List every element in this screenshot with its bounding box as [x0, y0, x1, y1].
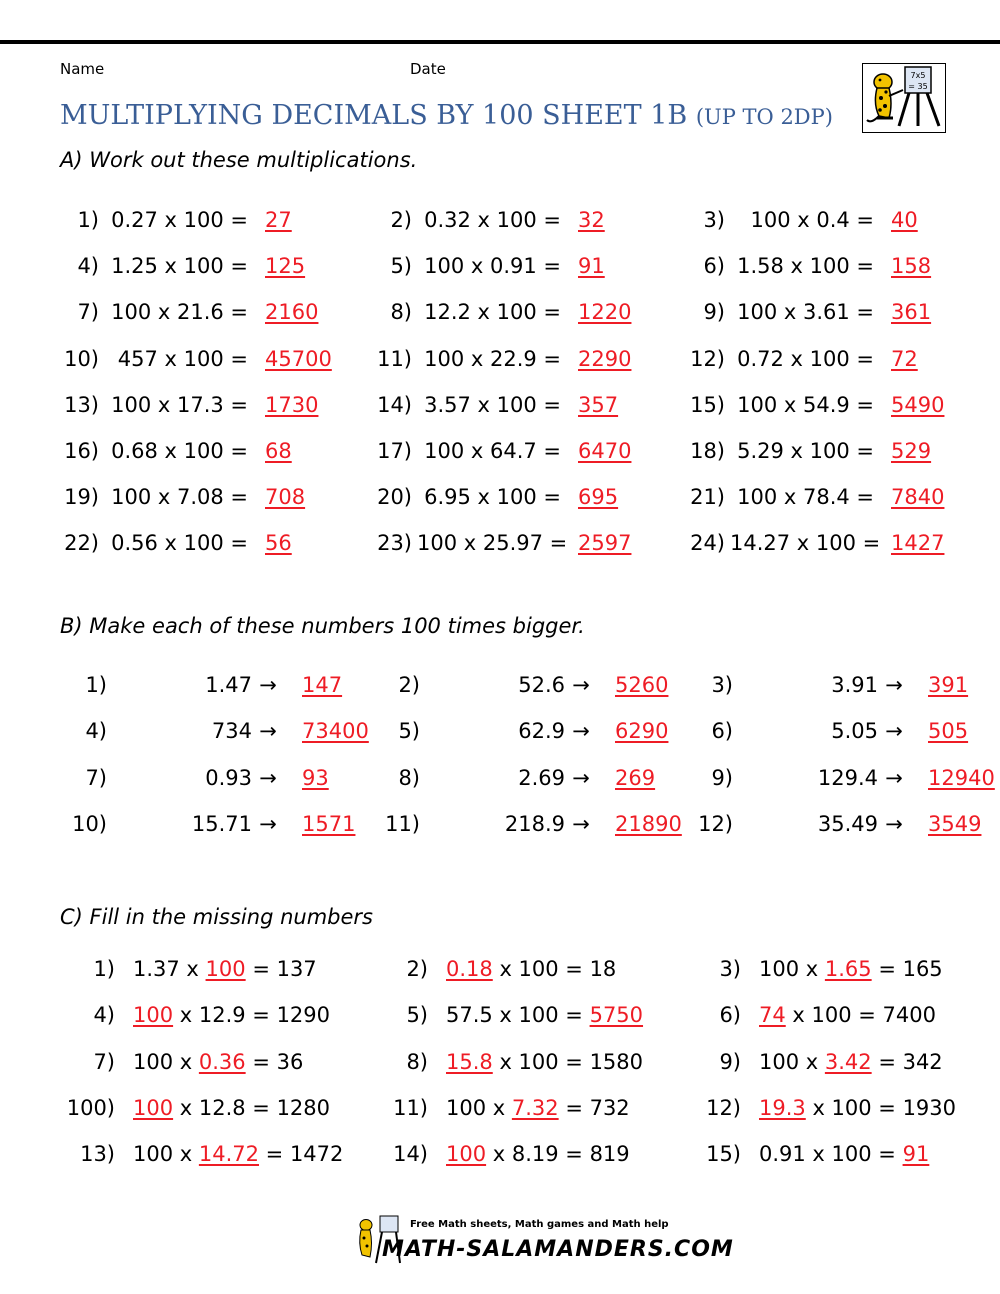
answer-value: 1427	[891, 531, 945, 556]
date-label: Date	[410, 60, 446, 78]
question-item	[686, 254, 986, 284]
question-equation	[759, 1003, 936, 1027]
question-number: 6)	[711, 719, 733, 744]
answer-value: 125	[265, 254, 306, 279]
question-equation	[759, 1096, 956, 1120]
footer-logo	[352, 1213, 734, 1267]
question-number: 23)	[377, 531, 412, 556]
question-number: 100)	[66, 1095, 115, 1120]
arrow-icon: →	[259, 811, 277, 836]
question-number: 24)	[690, 531, 725, 556]
arrow-icon: →	[572, 673, 590, 697]
question-number: 7)	[77, 300, 99, 325]
answer-value: 12940	[928, 765, 995, 790]
equation-text: 100 x	[446, 1095, 512, 1120]
question-item	[60, 719, 369, 749]
question-number: 5)	[406, 1003, 428, 1028]
answer-value: 56	[265, 531, 292, 556]
question-number: 3)	[703, 208, 725, 232]
question-item	[686, 673, 986, 703]
missing-number: 100	[205, 957, 246, 981]
question-number: 21)	[690, 485, 725, 510]
equation-text: = 342	[871, 1049, 943, 1074]
question-item	[60, 300, 360, 330]
missing-number: 0.36	[198, 1049, 246, 1074]
question-number: 4)	[93, 1003, 115, 1028]
question-number: 11)	[385, 811, 420, 836]
equation-text: x 12.9 = 1290	[173, 1003, 331, 1028]
question-expression: 0.68 x 100 =	[111, 439, 248, 463]
answer-value: 357	[578, 392, 619, 417]
equation-text: x 100 = 1580	[492, 1049, 644, 1074]
question-item	[373, 1096, 673, 1126]
question-item	[686, 957, 986, 987]
question-equation	[133, 1050, 303, 1074]
question-item	[686, 439, 986, 469]
question-expression: 100 x 0.4 =	[750, 208, 874, 232]
question-item	[60, 1003, 360, 1033]
footer-site: MATH-SALAMANDERS.COM	[382, 1237, 734, 1262]
question-number: 15)	[690, 392, 725, 417]
question-number: 2)	[390, 208, 412, 232]
question-number: 4)	[77, 254, 99, 279]
question-number: 6)	[719, 1003, 741, 1028]
answer-value: 1571	[302, 811, 356, 836]
question-item	[373, 719, 673, 749]
question-number: 5)	[398, 719, 420, 744]
answer-value: 73400	[302, 719, 369, 744]
question-value: 52.6	[518, 673, 565, 697]
answer-value: 72	[891, 346, 918, 371]
question-number: 8)	[390, 300, 412, 325]
answer-value: 3549	[928, 811, 982, 836]
question-number: 6)	[703, 254, 725, 279]
question-item	[373, 300, 673, 330]
arrow-icon: →	[885, 765, 903, 790]
question-number: 2)	[398, 673, 420, 697]
question-item	[373, 254, 673, 284]
question-item	[686, 1096, 986, 1126]
question-item	[60, 1050, 360, 1080]
equation-text: x 12.8 = 1280	[173, 1095, 331, 1120]
question-item	[686, 393, 986, 423]
question-expression: 100 x 25.97 =	[417, 531, 568, 556]
question-expression: 12.2 x 100 =	[424, 300, 561, 325]
missing-number: 7.32	[511, 1095, 559, 1120]
question-item	[60, 208, 360, 238]
answer-value: 361	[891, 300, 932, 325]
question-number: 15)	[706, 1142, 741, 1167]
question-item	[60, 766, 360, 796]
question-item	[373, 393, 673, 423]
question-item	[373, 811, 682, 842]
question-number: 13)	[64, 392, 99, 417]
question-number: 22)	[64, 531, 99, 556]
answer-value: 2597	[578, 531, 632, 556]
question-expression: 1.58 x 100 =	[737, 254, 874, 279]
question-equation	[133, 1096, 330, 1120]
question-expression: 100 x 0.91 =	[424, 254, 561, 279]
question-item	[686, 208, 986, 238]
question-expression: 100 x 54.9 =	[737, 392, 874, 417]
missing-number: 14.72	[198, 1142, 259, 1167]
board-text-top: 7x5	[910, 71, 926, 80]
answer-value: 505	[928, 719, 969, 744]
answer-value: 21890	[615, 811, 682, 836]
question-item	[373, 347, 673, 377]
question-item	[60, 485, 360, 515]
question-item	[60, 1096, 360, 1126]
arrow-icon: →	[572, 719, 590, 744]
question-equation	[133, 957, 317, 981]
missing-number: 74	[759, 1003, 786, 1028]
equation-text: = 165	[871, 957, 943, 981]
question-number: 14)	[377, 392, 412, 417]
equation-text: = 1472	[259, 1142, 344, 1167]
equation-text: 57.5 x 100 =	[446, 1003, 590, 1028]
answer-value: 68	[265, 439, 292, 463]
arrow-icon: →	[572, 765, 590, 790]
question-expression: 14.27 x 100 =	[730, 531, 881, 556]
equation-text: 0.91 x 100 =	[759, 1142, 903, 1167]
answer-value: 158	[891, 254, 932, 279]
question-item	[60, 347, 360, 377]
question-value: 0.93	[205, 765, 252, 790]
question-number: 11)	[393, 1095, 428, 1120]
question-item	[60, 1142, 360, 1172]
answer-value: 6290	[615, 719, 669, 744]
question-item	[373, 1003, 673, 1033]
question-number: 7)	[93, 1049, 115, 1074]
question-number: 7)	[85, 765, 107, 790]
name-label: Name	[60, 60, 105, 78]
answer-value: 6470	[578, 439, 632, 463]
board-text-bottom: = 35	[908, 82, 928, 91]
question-value: 129.4	[817, 765, 878, 790]
question-number: 12)	[698, 811, 733, 836]
answer-value: 93	[302, 765, 329, 790]
question-item	[60, 812, 360, 842]
question-item	[373, 957, 673, 987]
question-value: 15.71	[191, 811, 252, 836]
equation-text: 100 x	[133, 1142, 199, 1167]
question-number: 12)	[690, 346, 725, 371]
arrow-icon: →	[259, 765, 277, 790]
question-value: 1.47	[205, 673, 252, 697]
arrow-icon: →	[572, 811, 590, 836]
question-item	[686, 347, 986, 377]
question-number: 16)	[64, 439, 99, 463]
question-number: 13)	[80, 1142, 115, 1167]
question-item	[373, 439, 673, 469]
missing-number: 5750	[589, 1003, 644, 1028]
title-main: MULTIPLYING DECIMALS BY 100 SHEET 1B	[60, 100, 688, 131]
question-equation	[446, 1096, 630, 1120]
question-item	[373, 208, 673, 238]
equation-text: = 137	[245, 957, 317, 981]
title-suffix: (UP TO 2DP)	[695, 105, 833, 129]
question-expression: 100 x 21.6 =	[111, 300, 248, 325]
equation-text: = 732	[558, 1095, 630, 1120]
answer-value: 391	[928, 673, 969, 697]
question-item	[373, 1050, 673, 1080]
missing-number: 1.65	[824, 957, 872, 981]
equation-text: x 100 = 18	[492, 957, 617, 981]
question-equation	[446, 1050, 643, 1074]
question-number: 10)	[72, 811, 107, 836]
question-expression: 100 x 78.4 =	[737, 485, 874, 510]
answer-value: 5260	[615, 673, 669, 697]
missing-number: 15.8	[446, 1049, 493, 1074]
answer-value: 27	[265, 208, 292, 232]
question-number: 19)	[64, 485, 99, 510]
question-number: 3)	[711, 673, 733, 697]
question-number: 9)	[711, 765, 733, 790]
answer-value: 32	[578, 208, 605, 232]
equation-text: 100 x	[759, 1049, 825, 1074]
question-expression: 100 x 3.61 =	[737, 300, 874, 325]
answer-value: 7840	[891, 485, 945, 510]
answer-value: 708	[265, 485, 306, 510]
question-number: 8)	[398, 765, 420, 790]
answer-value: 91	[578, 254, 605, 279]
top-rule	[0, 40, 1000, 44]
equation-text: = 36	[245, 1049, 304, 1074]
missing-number: 0.18	[446, 957, 493, 981]
question-equation	[759, 957, 943, 981]
question-number: 2)	[406, 957, 428, 981]
equation-text: x 100 = 1930	[805, 1095, 957, 1120]
answer-value: 529	[891, 439, 932, 463]
question-number: 1)	[77, 208, 99, 232]
question-item	[60, 254, 360, 284]
question-number: 17)	[377, 439, 412, 463]
answer-value: 695	[578, 485, 619, 510]
question-number: 1)	[93, 957, 115, 981]
question-value: 218.9	[504, 811, 565, 836]
question-item	[686, 765, 995, 796]
question-item	[373, 485, 673, 515]
question-expression: 3.57 x 100 =	[424, 392, 561, 417]
arrow-icon: →	[885, 811, 903, 836]
question-expression: 100 x 64.7 =	[424, 439, 561, 463]
question-expression: 457 x 100 =	[117, 346, 248, 371]
salamander-logo	[862, 63, 946, 133]
question-expression: 6.95 x 100 =	[424, 485, 561, 510]
question-number: 4)	[85, 719, 107, 744]
answer-value: 1730	[265, 392, 319, 417]
question-value: 2.69	[518, 765, 565, 790]
section-a-title: A) Work out these multiplications.	[60, 148, 418, 172]
answer-value: 269	[615, 765, 656, 790]
arrow-icon: →	[885, 673, 903, 697]
missing-number: 100	[446, 1142, 487, 1167]
question-number: 9)	[719, 1049, 741, 1074]
question-expression: 0.72 x 100 =	[737, 346, 874, 371]
question-item	[60, 439, 360, 469]
question-expression: 0.27 x 100 =	[111, 208, 248, 232]
question-item	[60, 673, 360, 703]
question-number: 1)	[85, 673, 107, 697]
footer-tagline: Free Math sheets, Math games and Math help	[410, 1219, 669, 1230]
question-number: 18)	[690, 439, 725, 463]
arrow-icon: →	[885, 719, 903, 744]
missing-number: 100	[133, 1095, 174, 1120]
question-expression: 0.56 x 100 =	[111, 531, 248, 556]
answer-value: 2160	[265, 300, 319, 325]
question-expression: 5.29 x 100 =	[737, 439, 874, 463]
question-item	[686, 719, 986, 749]
question-item	[686, 1003, 986, 1033]
answer-value: 2290	[578, 346, 632, 371]
answer-value: 40	[891, 208, 918, 232]
question-item	[373, 531, 673, 561]
section-c-title: C) Fill in the missing numbers	[60, 905, 373, 929]
missing-number: 100	[133, 1003, 174, 1028]
question-item	[60, 957, 360, 987]
question-item	[373, 673, 673, 703]
question-number: 5)	[390, 254, 412, 279]
question-equation	[446, 1003, 643, 1027]
question-value: 3.91	[831, 673, 878, 697]
equation-text: x 8.19 = 819	[486, 1142, 630, 1167]
question-equation	[133, 1003, 330, 1027]
question-number: 9)	[703, 300, 725, 325]
question-item	[686, 812, 986, 842]
equation-text: 100 x	[133, 1049, 199, 1074]
equation-text: x 100 = 7400	[785, 1003, 936, 1028]
question-item	[686, 485, 986, 515]
section-b-title: B) Make each of these numbers 100 times bigger.	[60, 614, 585, 638]
missing-number: 19.3	[759, 1095, 806, 1120]
question-item	[373, 766, 673, 796]
question-value: 734	[211, 719, 252, 744]
equation-text: 1.37 x	[133, 957, 206, 981]
question-number: 12)	[706, 1095, 741, 1120]
salamander-logo-icon	[863, 64, 945, 132]
question-item	[373, 1142, 673, 1172]
question-number: 10)	[64, 346, 99, 371]
arrow-icon: →	[259, 719, 277, 744]
question-number: 11)	[377, 346, 412, 371]
question-number: 8)	[406, 1049, 428, 1074]
question-expression: 1.25 x 100 =	[111, 254, 248, 279]
question-item	[686, 1050, 986, 1080]
question-equation	[759, 1142, 929, 1166]
answer-value: 1220	[578, 300, 632, 325]
question-value: 62.9	[518, 719, 565, 744]
question-number: 3)	[719, 957, 741, 981]
question-item	[686, 531, 986, 561]
answer-value: 147	[302, 673, 343, 697]
page-title	[60, 100, 833, 131]
question-value: 35.49	[817, 811, 878, 836]
question-item	[60, 531, 360, 561]
question-item	[686, 1142, 986, 1172]
question-equation	[133, 1142, 343, 1166]
question-item	[686, 300, 986, 330]
question-expression: 100 x 7.08 =	[111, 485, 248, 510]
question-equation	[759, 1050, 943, 1074]
missing-number: 91	[902, 1142, 930, 1167]
question-equation	[446, 957, 616, 981]
question-expression: 0.32 x 100 =	[424, 208, 561, 232]
question-expression: 100 x 22.9 =	[424, 346, 561, 371]
question-value: 5.05	[831, 719, 878, 744]
question-item	[60, 393, 360, 423]
answer-value: 5490	[891, 392, 945, 417]
answer-value: 45700	[265, 346, 332, 371]
arrow-icon: →	[259, 673, 277, 697]
question-expression: 100 x 17.3 =	[111, 392, 248, 417]
question-number: 14)	[393, 1142, 428, 1167]
equation-text: 100 x	[759, 957, 825, 981]
question-number: 20)	[377, 485, 412, 510]
missing-number: 3.42	[824, 1049, 872, 1074]
question-equation	[446, 1142, 630, 1166]
